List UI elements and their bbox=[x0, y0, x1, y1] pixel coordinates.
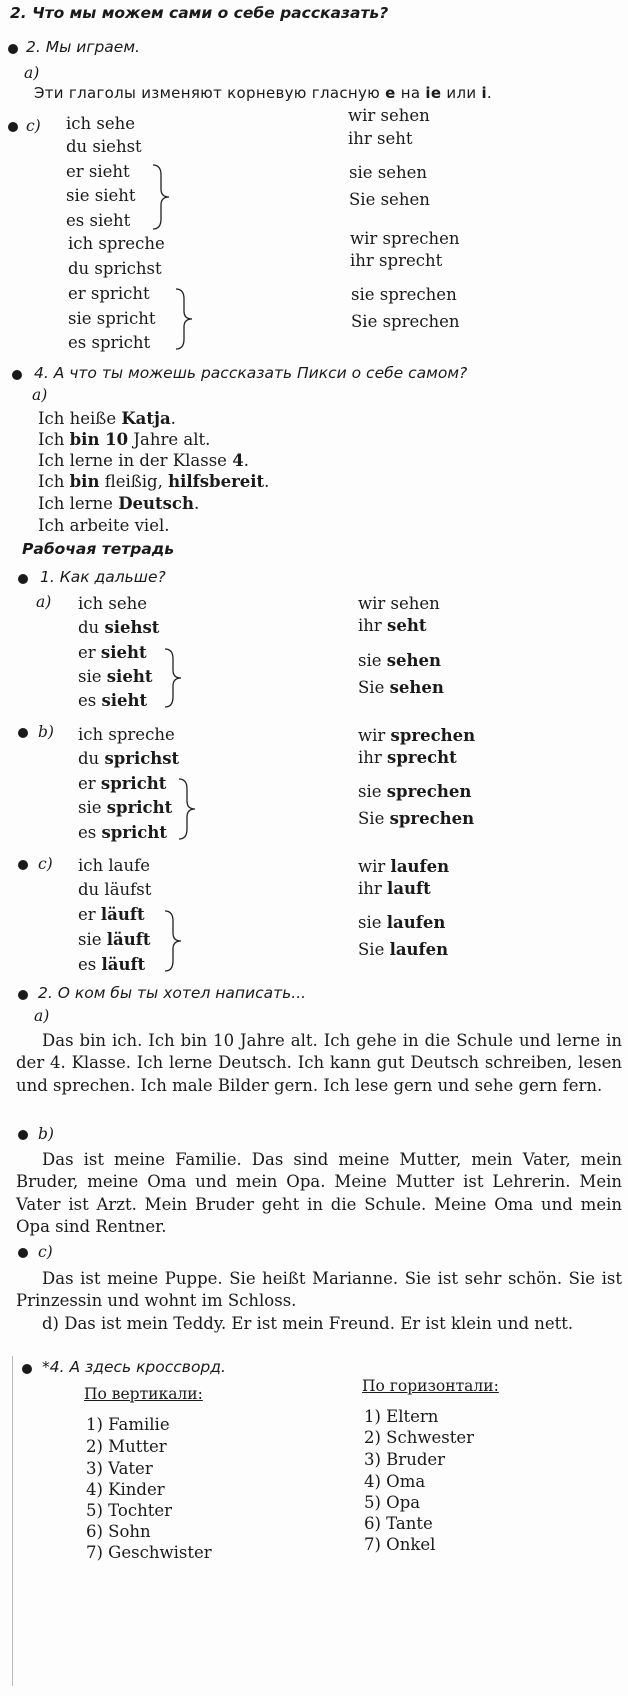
list-item: 7) Geschwister bbox=[86, 1543, 212, 1562]
margin-line bbox=[12, 1356, 13, 1686]
instruction-text: Эти глаголы изменяют корневую гласную e на ie или i. bbox=[34, 84, 492, 102]
verb-form: wir sehen bbox=[348, 106, 430, 125]
verb-form: er sieht bbox=[66, 162, 130, 181]
list-item: 1) Eltern bbox=[364, 1407, 439, 1426]
paragraph-b: Das ist meine Familie. Das sind meine Mutter, mein Vater, mein Bruder, meine Oma und mein Opa. Meine Mutter ist Lehrerin. Mein Vater ist Arzt. Mein Bruder geht in die Schule. Meine Oma und mein Opa sind Rentner. bbox=[16, 1150, 622, 1236]
bullet-icon bbox=[18, 1248, 28, 1258]
verb-form: er läuft bbox=[78, 905, 145, 924]
item-label: c) bbox=[26, 117, 41, 135]
verb-form: sie sieht bbox=[66, 186, 136, 205]
verb-form: ich spreche bbox=[78, 725, 175, 744]
item-label: a) bbox=[36, 593, 52, 611]
verb-form: Sie laufen bbox=[358, 940, 449, 959]
verb-form: du sprichst bbox=[78, 749, 180, 768]
list-item: 2) Mutter bbox=[86, 1437, 167, 1456]
sentence: Ich arbeite viel. bbox=[38, 516, 170, 535]
verb-form: ich laufe bbox=[78, 856, 151, 875]
brace-icon bbox=[176, 777, 198, 841]
list-item: 4) Oma bbox=[364, 1472, 426, 1491]
paragraph-c: Das ist meine Puppe. Sie heißt Marianne. Sie ist sehr schön. Sie ist Prinzessin und wohnt im Schloss. bbox=[16, 1269, 622, 1311]
list-item: 3) Vater bbox=[86, 1459, 153, 1478]
verb-form: er spricht bbox=[78, 774, 167, 793]
verb-form: Sie sprechen bbox=[358, 809, 475, 828]
list-item: 1) Familie bbox=[86, 1415, 170, 1434]
bullet-icon bbox=[8, 122, 18, 132]
paragraph-a: Das bin ich. Ich bin 10 Jahre alt. Ich gehe in die Schule und lerne in der 4. Klasse. Ich lerne Deutsch. Ich kann gut Deutsch schreiben, lesen und sprechen. Ich male Bilder gern. Ich lese gern und sehe gern fern. bbox=[16, 1031, 622, 1095]
list-item: 6) Tante bbox=[364, 1514, 433, 1533]
verb-form: sie sehen bbox=[349, 163, 428, 182]
bullet-icon bbox=[18, 990, 28, 1000]
list-item: 2) Schwester bbox=[364, 1428, 474, 1447]
verb-form: er sieht bbox=[78, 643, 147, 662]
verb-form: sie sehen bbox=[358, 651, 442, 670]
verb-form: sie sieht bbox=[78, 667, 153, 686]
bullet-icon bbox=[22, 1364, 32, 1374]
sentence: Ich lerne Deutsch. bbox=[38, 494, 200, 513]
verb-form: wir sprechen bbox=[350, 229, 460, 248]
brace-icon bbox=[173, 287, 195, 351]
verb-form: du siehst bbox=[78, 618, 160, 637]
verb-form: Sie sehen bbox=[349, 190, 430, 209]
item-label: a) bbox=[32, 386, 48, 404]
verb-form: es sieht bbox=[78, 691, 148, 710]
verb-form: sie spricht bbox=[68, 309, 156, 328]
verb-form: ich sehe bbox=[78, 594, 148, 613]
item-label: a) bbox=[34, 1007, 50, 1025]
verb-form: du siehst bbox=[66, 137, 142, 156]
verb-form: sie sprechen bbox=[358, 782, 472, 801]
exercise-title: 4. А что ты можешь рассказать Пикси о себе самом? bbox=[34, 364, 468, 382]
verb-form: es läuft bbox=[78, 955, 146, 974]
verb-form: sie laufen bbox=[358, 913, 446, 932]
horizontal-title: По горизонтали: bbox=[362, 1377, 499, 1395]
item-label: b) bbox=[38, 723, 54, 741]
verb-form: ihr lauft bbox=[358, 879, 431, 898]
bullet-icon bbox=[18, 728, 28, 738]
verb-form: sie sprechen bbox=[351, 285, 457, 304]
verb-form: wir laufen bbox=[358, 857, 450, 876]
item-label: b) bbox=[38, 1125, 54, 1143]
verb-form: wir sehen bbox=[358, 594, 440, 613]
bullet-icon bbox=[18, 574, 28, 584]
list-item: 5) Opa bbox=[364, 1493, 421, 1512]
brace-icon bbox=[150, 163, 172, 231]
list-item: 3) Bruder bbox=[364, 1450, 446, 1469]
list-item: 5) Tochter bbox=[86, 1501, 172, 1520]
item-label: c) bbox=[38, 1243, 53, 1261]
exercise-title: *4. А здесь кроссворд. bbox=[42, 1358, 226, 1376]
item-label: c) bbox=[38, 855, 53, 873]
verb-form: sie läuft bbox=[78, 930, 151, 949]
verb-form: Sie sprechen bbox=[351, 312, 460, 331]
verb-form: du läufst bbox=[78, 880, 152, 899]
verb-form: ihr sprecht bbox=[358, 748, 457, 767]
list-item: 7) Onkel bbox=[364, 1535, 436, 1554]
list-item: 4) Kinder bbox=[86, 1480, 165, 1499]
bullet-icon bbox=[18, 860, 28, 870]
exercise-title: 2. О ком бы ты хотел написать... bbox=[38, 984, 307, 1002]
bullet-icon bbox=[12, 370, 22, 380]
exercise-title: 2. Мы играем. bbox=[26, 38, 140, 56]
verb-form: Sie sehen bbox=[358, 678, 444, 697]
workbook-title: Рабочая тетрадь bbox=[22, 540, 175, 558]
sentence: Ich bin fleißig, hilfsbereit. bbox=[38, 472, 270, 491]
verb-form: ihr seht bbox=[358, 616, 427, 635]
sentence: Ich lerne in der Klasse 4. bbox=[38, 451, 249, 470]
verb-form: er spricht bbox=[68, 284, 150, 303]
list-item: 6) Sohn bbox=[86, 1522, 151, 1541]
exercise-title: 1. Как дальше? bbox=[40, 568, 166, 586]
item-label: a) bbox=[24, 64, 40, 82]
verb-form: wir sprechen bbox=[358, 726, 476, 745]
sentence: Ich heiße Katja. bbox=[38, 409, 176, 428]
verb-form: sie spricht bbox=[78, 798, 173, 817]
brace-icon bbox=[162, 647, 184, 709]
verb-form: es sieht bbox=[66, 211, 131, 230]
verb-form: ihr sprecht bbox=[350, 251, 443, 270]
verb-form: es spricht bbox=[78, 823, 167, 842]
verb-form: ich sehe bbox=[66, 114, 136, 133]
vertical-title: По вертикали: bbox=[84, 1385, 203, 1403]
brace-icon bbox=[162, 909, 184, 973]
sentence: Ich bin 10 Jahre alt. bbox=[38, 430, 211, 449]
verb-form: du sprichst bbox=[68, 259, 162, 278]
section-title: 2. Что мы можем сами о себе рассказать? bbox=[10, 4, 389, 22]
verb-form: ihr seht bbox=[348, 129, 413, 148]
verb-form: ich spreche bbox=[68, 234, 165, 253]
paragraph-d: d) Das ist mein Teddy. Er ist mein Freund. Er ist klein und nett. bbox=[42, 1314, 574, 1333]
verb-form: es spricht bbox=[68, 333, 151, 352]
bullet-icon bbox=[8, 44, 18, 54]
bullet-icon bbox=[18, 1130, 28, 1140]
